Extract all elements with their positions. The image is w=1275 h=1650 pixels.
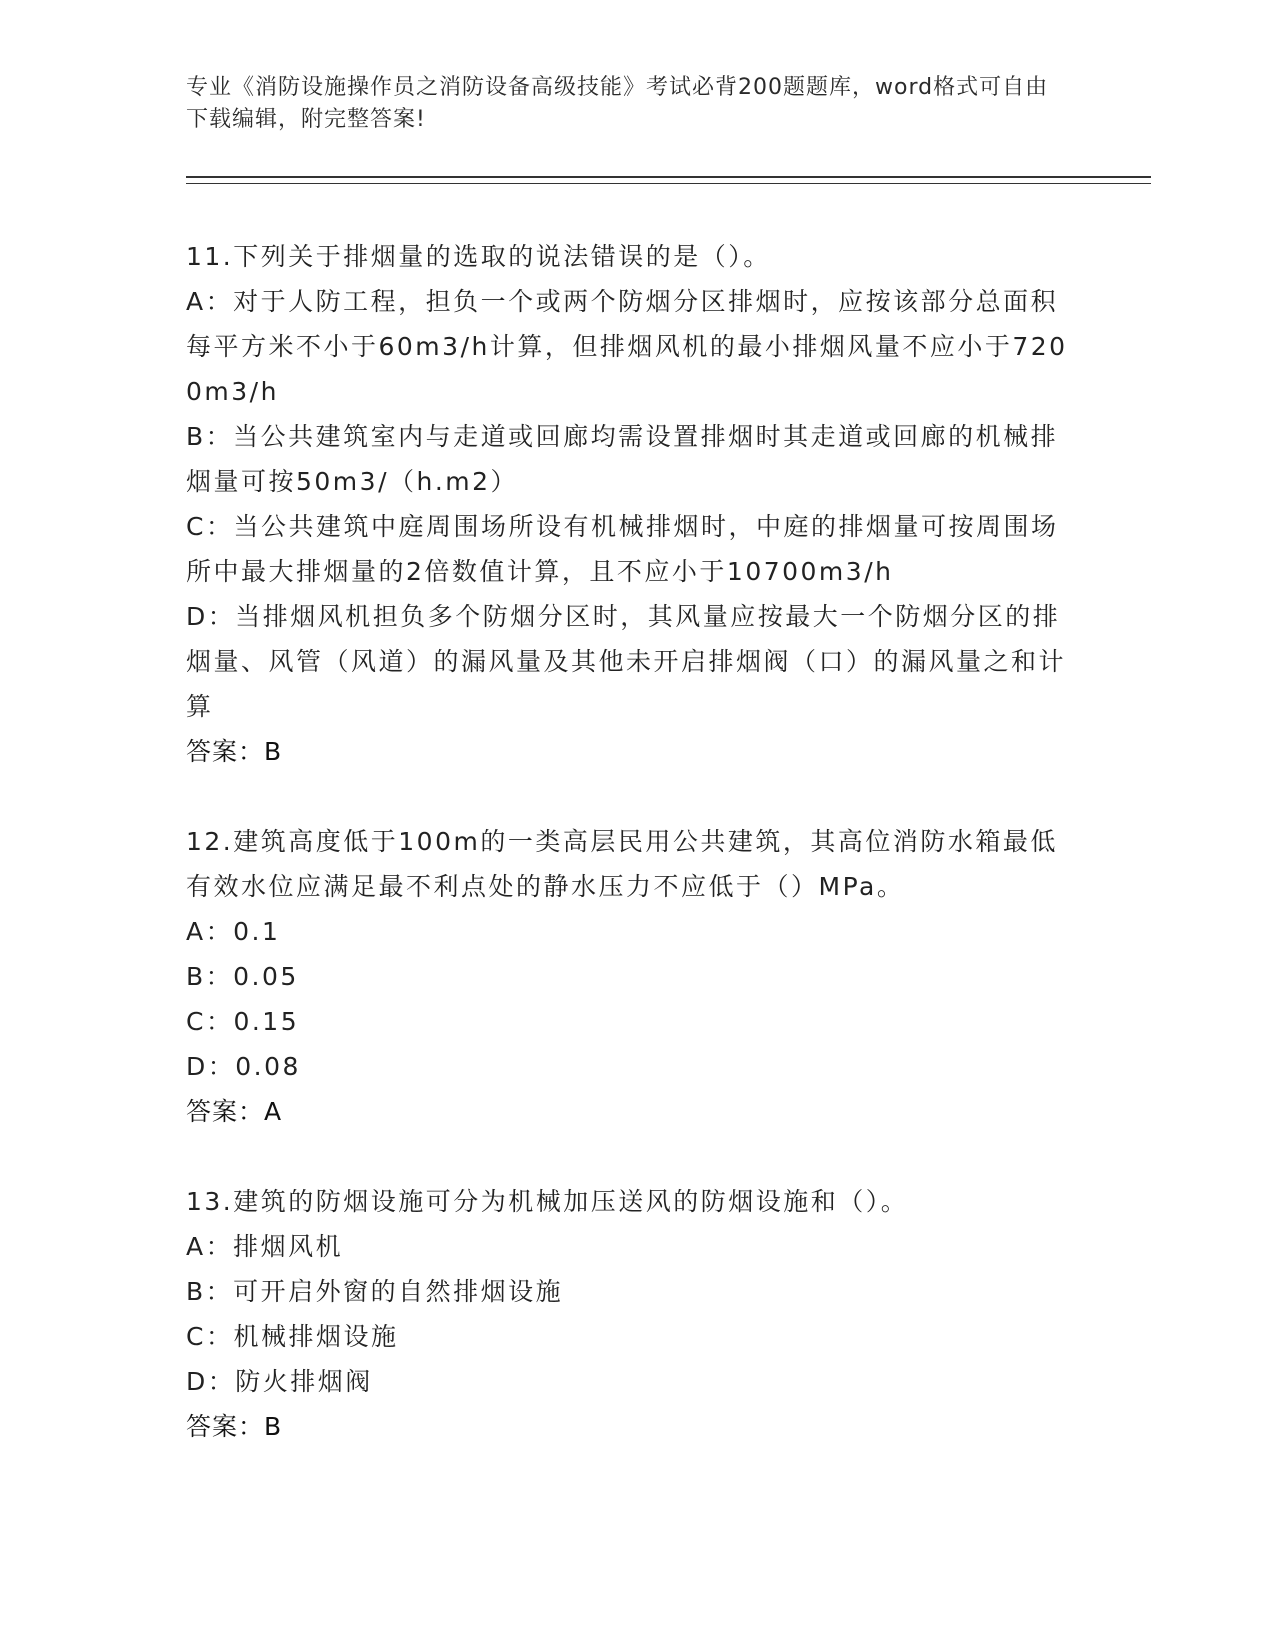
option-c: C：0.15 (186, 1007, 300, 1036)
option-b: B：可开启外窗的自然排烟设施 (186, 1277, 564, 1306)
answer: 答案：B (186, 1412, 283, 1441)
question-stem: 13.建筑的防烟设施可分为机械加压送风的防烟设施和（）。 (186, 1187, 909, 1216)
option-c: C：当公共建筑中庭周围场所设有机械排烟时，中庭的排烟量可按周围场所中最大排烟量的2倍数值计算，且不应小于10700m3/h (186, 512, 1059, 586)
header-title: 专业《消防设施操作员之消防设备高级技能》考试必背200题题库，word格式可自由下载编辑，附完整答案! (186, 75, 1049, 132)
answer: 答案：A (186, 1097, 283, 1126)
option-a: A：排烟风机 (186, 1232, 344, 1261)
option-a: A：对于人防工程，担负一个或两个防烟分区排烟时，应按该部分总面积每平方米不小于60m3/h计算，但排烟风机的最小排烟风量不应小于7200m3/h (186, 287, 1068, 406)
answer: 答案：B (186, 737, 283, 766)
option-d: D：当排烟风机担负多个防烟分区时，其风量应按最大一个防烟分区的排烟量、风管（风道）的漏风量及其他未开启排烟阀（口）的漏风量之和计算 (186, 602, 1067, 721)
option-d: D：防火排烟阀 (186, 1367, 373, 1396)
option-c: C：机械排烟设施 (186, 1322, 399, 1351)
document-header (186, 72, 1066, 136)
option-b: B：0.05 (186, 962, 299, 991)
question-12 (186, 819, 1076, 1134)
question-13 (186, 1179, 1076, 1449)
question-list (186, 234, 1076, 1494)
option-d: D：0.08 (186, 1052, 301, 1081)
question-11 (186, 234, 1076, 774)
question-stem: 11.下列关于排烟量的选取的说法错误的是（）。 (186, 242, 771, 271)
question-stem: 12.建筑高度低于100m的一类高层民用公共建筑，其高位消防水箱最低有效水位应满足最不利点处的静水压力不应低于（）MPa。 (186, 827, 1058, 901)
option-b: B：当公共建筑室内与走道或回廊均需设置排烟时其走道或回廊的机械排烟量可按50m3/（h.m2） (186, 422, 1059, 496)
header-divider (186, 176, 1151, 184)
option-a: A：0.1 (186, 917, 281, 946)
